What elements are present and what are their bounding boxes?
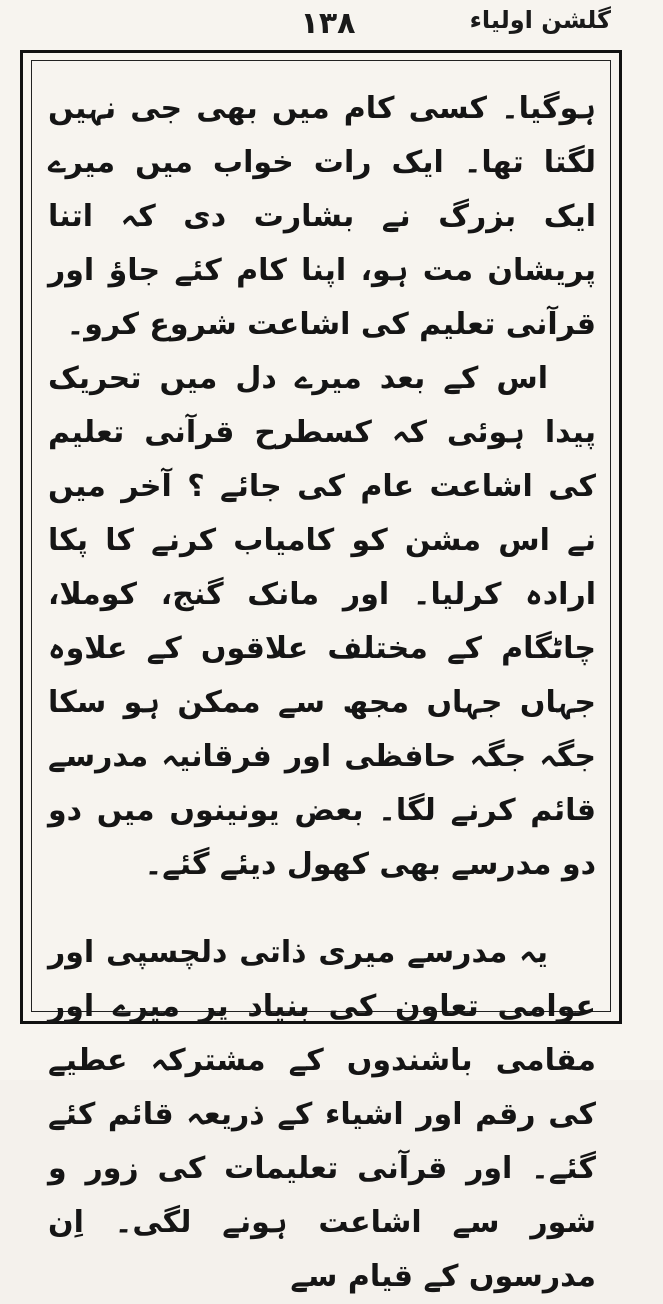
paragraph-3: یہ مدرسے میری ذاتی دلچسپی اور عوامی تعاون کی بنیاد پر میرے اور مقامی باشندوں کے مشترکہ عطیے کی رقم اور اشیاء کے ذریعہ قائم کئے گئے۔ اور قرآنی تعلیمات کی زور و شور سے اشاعت ہونے لگی۔ اِن مدرسوں کے قیام سے [48, 935, 596, 1294]
page-header [0, 0, 663, 52]
paragraph-1: ہوگیا۔ کسی کام میں بھی جی نہیں لگتا تھا۔ ایک رات خواب میں میرے ایک بزرگ نے بشارت دی کہ اتنا پریشان مت ہو، اپنا کام کئے جاؤ اور قرآنی تعلیم کی اشاعت شروع کرو۔ [48, 91, 596, 342]
page-number: ۱۳۸ [300, 6, 356, 41]
page-body-text [48, 82, 596, 1304]
book-title: گلشن اولیاء [469, 6, 611, 34]
paragraph-2: اس کے بعد میرے دل میں تحریک پیدا ہوئی کہ کسطرح قرآنی تعلیم کی اشاعت عام کی جائے ؟ آخر میں نے اس مشن کو کامیاب کرنے کا پکا ارادہ کرلیا۔ اور مانک گنج، کوملا، چاٹگام کے مختلف علاقوں کے علاوہ جہاں جہاں مجھ سے ممکن ہو سکا جگہ جگہ حافظی اور فرقانیہ مدرسے قائم کرنے لگا۔ بعض یونینوں میں دو دو مدرسے بھی کھول دیئے گئے۔ [48, 361, 596, 882]
